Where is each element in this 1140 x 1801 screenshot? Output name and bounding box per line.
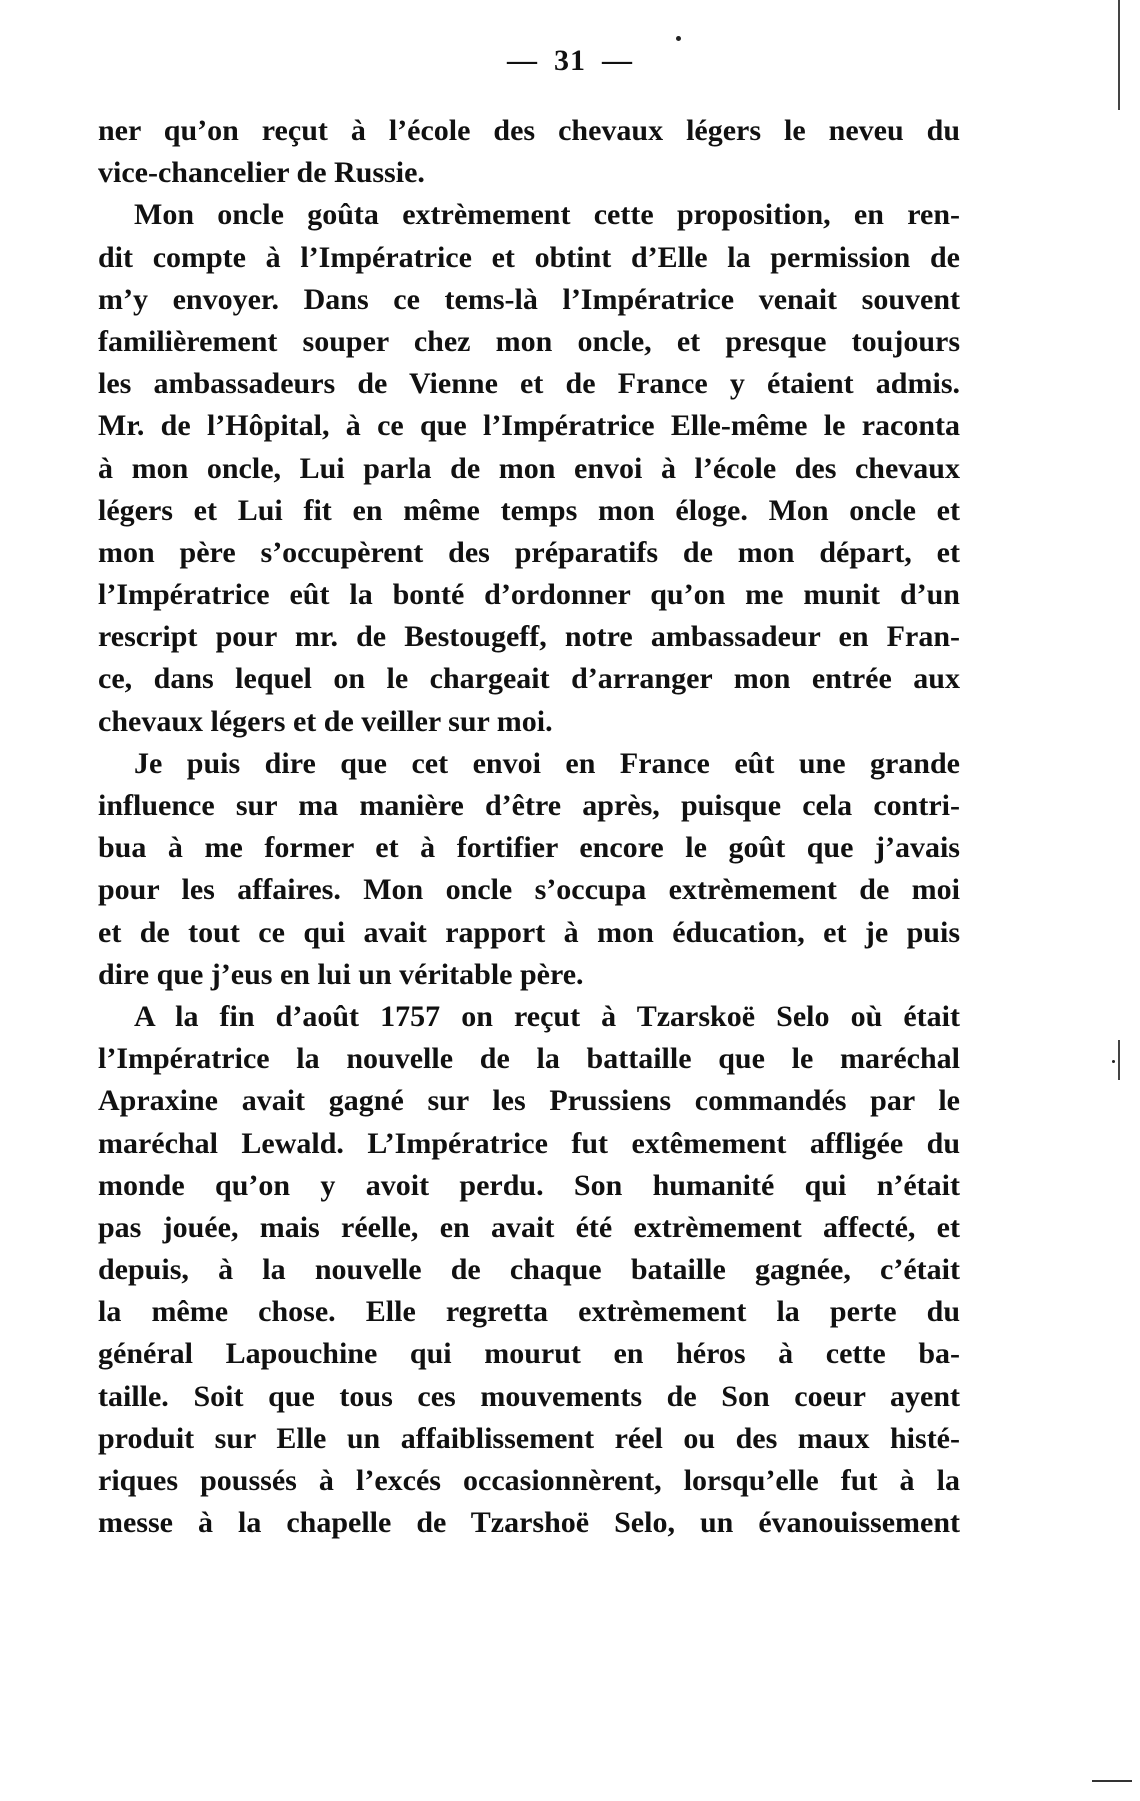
text-line: à mon oncle, Lui parla de mon envoi à l’école des chevaux (98, 451, 960, 485)
text-line: bua à me former et à fortifier encore le goût que j’avais (98, 831, 960, 865)
text-line: dit compte à l’Impératrice et obtint d’Elle la permission de (98, 240, 960, 274)
text-line: légers et Lui fit en même temps mon éloge. Mon oncle et (98, 493, 960, 527)
text-line: ce, dans lequel on le chargeait d’arranger mon entrée aux (98, 662, 960, 696)
text-line: Mon oncle goûta extrèmement cette proposition, en ren- (134, 198, 960, 232)
dash-left: — (507, 44, 538, 77)
text-line: dire que j’eus en lui un véritable père. (98, 957, 584, 991)
dash-right: — (602, 44, 633, 77)
text-line: mon père s’occupèrent des préparatifs de mon départ, et (98, 535, 960, 569)
text-line: maréchal Lewald. L’Impératrice fut extêmement affligée du (98, 1126, 960, 1160)
text-line: pas jouée, mais réelle, en avait été extrèmement affecté, et (98, 1210, 960, 1244)
scan-edge-tick (1092, 1780, 1132, 1782)
text-line: A la fin d’août 1757 on reçut à Tzarskoë Selo où était (134, 999, 960, 1033)
text-line: m’y envoyer. Dans ce tems-là l’Impératrice venait souvent (98, 282, 960, 316)
scan-edge-line-mid (1118, 1040, 1120, 1080)
text-line: produit sur Elle un affaiblissement réel ou des maux histé- (98, 1421, 960, 1455)
text-line: l’Impératrice la nouvelle de la battaille que le maréchal (98, 1042, 960, 1076)
text-line: et de tout ce qui avait rapport à mon éducation, et je puis (98, 915, 960, 949)
text-line: monde qu’on y avoit perdu. Son humanité qui n’était (98, 1168, 960, 1202)
scan-speck (1112, 1060, 1115, 1063)
text-line: Apraxine avait gagné sur les Prussiens commandés par le (98, 1084, 960, 1118)
text-line: riques poussés à l’excés occasionnèrent, lorsqu’elle fut à la (98, 1464, 960, 1497)
text-line: Mr. de l’Hôpital, à ce que l’Impératrice Elle-même le raconta (98, 409, 960, 443)
text-line: Je puis dire que cet envoi en France eût une grande (134, 746, 960, 780)
text-line: ner qu’on reçut à l’école des chevaux légers le neveu du (98, 114, 960, 147)
text-line: vice-chancelier de Russie. (98, 156, 425, 190)
text-line: depuis, à la nouvelle de chaque bataille gagnée, c’était (98, 1253, 960, 1287)
scan-edge-line-top (1118, 0, 1120, 110)
text-line: les ambassadeurs de Vienne et de France y étaient admis. (98, 367, 960, 401)
page-number: 31 (554, 44, 586, 77)
text-line: chevaux légers et de veiller sur moi. (98, 704, 553, 738)
text-line: rescript pour mr. de Bestougeff, notre ambassadeur en Fran- (98, 620, 960, 654)
text-line: familièrement souper chez mon oncle, et presque toujours (98, 324, 960, 358)
text-line: taille. Soit que tous ces mouvements de Son coeur ayent (98, 1379, 960, 1413)
text-line: messe à la chapelle de Tzarshoë Selo, un évanouissement (98, 1506, 960, 1540)
body-text (98, 110, 960, 1544)
text-line: la même chose. Elle regretta extrèmement la perte du (98, 1295, 960, 1329)
scan-speck (676, 36, 681, 41)
text-line: influence sur ma manière d’être après, puisque cela contri- (98, 789, 960, 822)
page-number-header (0, 44, 1140, 78)
text-line: l’Impératrice eût la bonté d’ordonner qu’on me munit d’un (98, 578, 960, 612)
text-line: général Lapouchine qui mourut en héros à cette ba- (98, 1337, 960, 1371)
text-line: pour les affaires. Mon oncle s’occupa extrèmement de moi (98, 873, 960, 907)
